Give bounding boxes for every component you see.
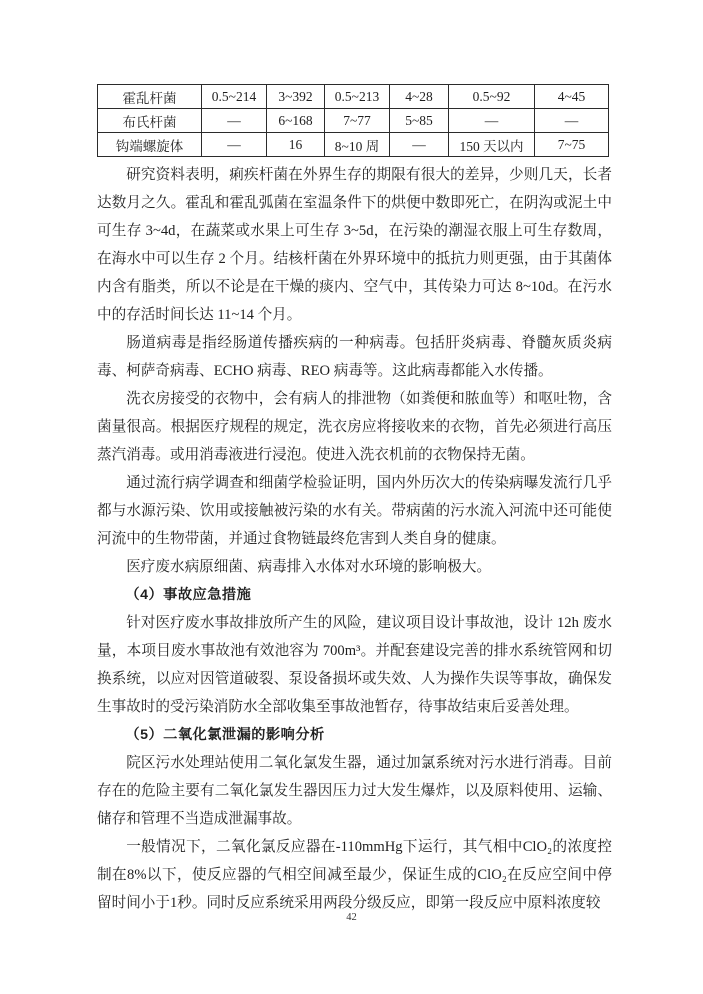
section-heading-emergency-measures: （4）事故应急措施 (125, 587, 252, 603)
table-cell: 0.5~92 (449, 85, 535, 109)
paragraph-laundry-disinfection: 洗衣房接受的衣物中，会有病人的排泄物（如粪便和脓血等）和呕吐物，含菌量很高。根据医疗规程的规定，洗衣房应将接收来的衣物，首先必须进行高压蒸汽消毒。或用消毒液进行浸泡。使进入洗衣机前的衣物保持无菌。 (97, 391, 612, 463)
table-cell: — (202, 109, 267, 133)
table-row (98, 133, 609, 157)
table-row (98, 85, 609, 109)
paragraph-research-survival: 研究资料表明，痢疾杆菌在外界生存的期限有很大的差异，少则几天，长者达数月之久。霍乱和霍乱弧菌在室温条件下的烘便中数即死亡，在阴沟或泥土中可生存 3~4d，在蔬菜或水果上可生存 3~5d，在污染的潮湿衣服上可生存数周，在海水中可以生存 2 个月。结核杆菌在外界环境中的抵抗力则更强，由于其菌体内含有脂类，所以不论是在干燥的痰内、空气中，其传染力可达 8~10d。在污水中的存活时间长达 11~14 个月。 (97, 167, 612, 323)
table-cell: 钩端螺旋体 (98, 133, 202, 157)
table-cell: 4~28 (390, 85, 449, 109)
paragraph-chlorine-risk: 院区污水处理站使用二氧化氯发生器，通过加氯系统对污水进行消毒。目前存在的危险主要有二氧化氯发生器因压力过大发生爆炸，以及原料使用、运输、储存和管理不当造成泄漏事故。 (97, 755, 612, 827)
table-cell: — (449, 109, 535, 133)
table-cell: 霍乱杆菌 (98, 85, 202, 109)
page-number: 42 (346, 912, 357, 923)
table-cell: 150 天以内 (449, 133, 535, 157)
paragraph-enteric-virus: 肠道病毒是指经肠道传播疾病的一种病毒。包括肝炎病毒、脊髓灰质炎病毒、柯萨奇病毒、ECHO 病毒、REO 病毒等。这此病毒都能入水传播。 (97, 335, 612, 379)
table-cell: — (202, 133, 267, 157)
table-cell: 7~77 (325, 109, 390, 133)
paragraph-epidemiology: 通过流行病学调查和细菌学检验证明，国内外历次大的传染病曝发流行几乎都与水源污染、饮用或接触被污染的水有关。带病菌的污水流入河流中还可能使河流中的生物带菌，并通过食物链最终危害到人类自身的健康。 (97, 475, 612, 547)
page-content (97, 84, 612, 917)
table-cell: 16 (267, 133, 325, 157)
table-cell: 7~75 (535, 133, 609, 157)
table-row (98, 109, 609, 133)
table-cell: 0.5~213 (325, 85, 390, 109)
table-cell: 6~168 (267, 109, 325, 133)
table-cell: 布氏杆菌 (98, 109, 202, 133)
table-cell: — (535, 109, 609, 133)
body-text (97, 161, 612, 917)
paragraph-water-impact: 医疗废水病原细菌、病毒排入水体对水环境的影响极大。 (126, 559, 492, 575)
paragraph-emergency-pool: 针对医疗废水事故排放所产生的风险，建议项目设计事故池，设计 12h 废水量，本项目废水事故池有效池容为 700m³。并配套建设完善的排水系统管网和切换系统，以应对因管道破裂、泵设备损坏或失效、人为操作失误等事故，确保发生事故时的受污染消防水全部收集至事故池暂存，待事故结束后妥善处理。 (97, 615, 612, 715)
table-cell: — (390, 133, 449, 157)
table-cell: 5~85 (390, 109, 449, 133)
table-cell: 4~45 (535, 85, 609, 109)
paragraph-chlorine-reactor: 一般情况下，二氧化氯反应器在-110mmHg下运行，其气相中ClO₂的浓度控制在8%以下，使反应器的气相空间减至最少，保证生成的ClO₂在反应空间中停留时间小于1秒。同时反应系统采用两段分级反应，即第一段反应中原料浓度较 (97, 839, 612, 911)
pathogen-survival-table (97, 84, 609, 157)
table-cell: 8~10 周 (325, 133, 390, 157)
table-cell: 0.5~214 (202, 85, 267, 109)
section-heading-chlorine-leak: （5）二氧化氯泄漏的影响分析 (125, 727, 325, 743)
table-cell: 3~392 (267, 85, 325, 109)
